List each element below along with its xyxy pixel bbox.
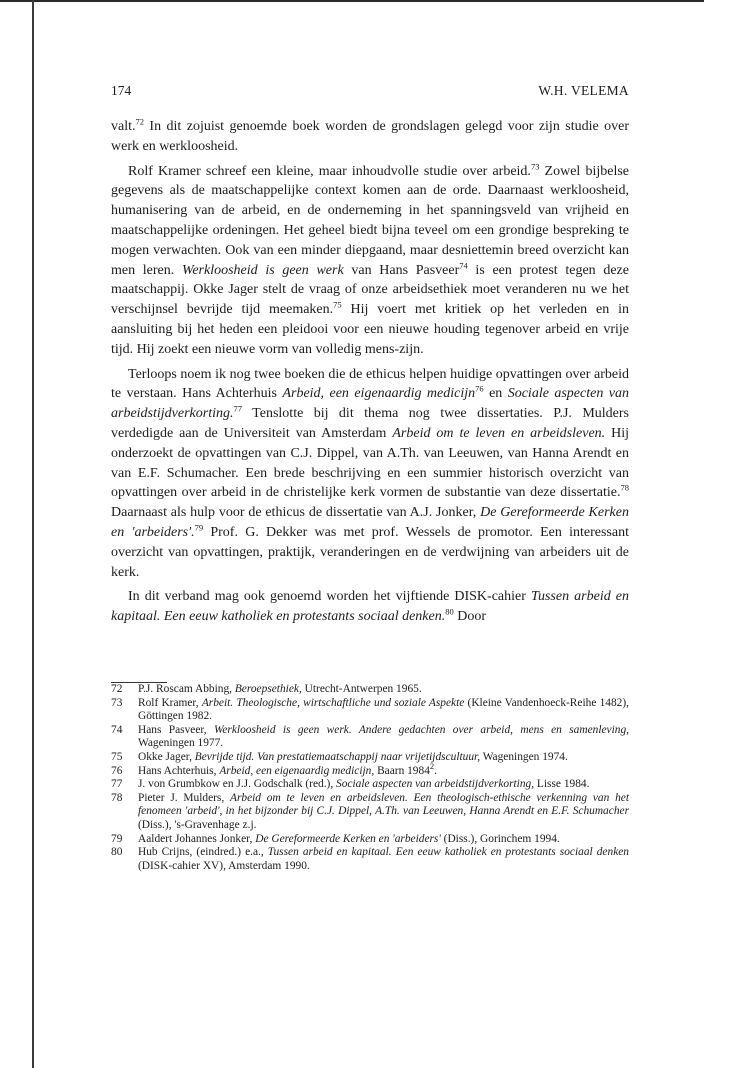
footnote-text [138,792,629,833]
footnote-number: 80 [111,846,123,859]
paragraph [111,117,629,157]
text-run: Baarn 1984 [374,764,430,777]
text-run: (DISK-cahier XV), Amsterdam 1990. [138,859,310,872]
text-run: Hans Pasveer, [138,723,214,736]
footnote [111,778,629,792]
italic-run: Arbeid om te leven en arbeidsleven. Een theologisch-ethische verkenning van het fenomeen 'arbeid', in het bijzonder bij C.J. Dippel, A.Th. van Leeuwen, Hanna Arendt en E.F. Schumacher [138,791,629,818]
text-run: Rolf Kramer schreef een kleine, maar inhoudvolle studie over arbeid. [128,163,531,179]
text-run: Okke Jager, [138,750,195,763]
footnote-ref: 77 [233,403,242,414]
footnote-number: 74 [111,723,123,736]
text-run: Daarnaast als hulp voor de ethicus de dissertatie van A.J. Jonker, [111,505,481,521]
italic-run: Arbeid, een eigenaardig medicijn, [219,764,375,777]
text-run: Prof. G. Dekker was met prof. Wessels de promotor. Een interessant overzicht van opvattingen, praktijk, veranderingen en de verdwijning van arbeiders uit de kerk. [111,524,629,580]
footnote-text [138,724,629,751]
paragraph [111,162,629,360]
text-run: (Kleine Vandenhoeck-Reihe 1482), Göttingen 1982. [138,696,629,723]
text-run: Hij onderzoekt de opvattingen van C.J. Dippel, van A.Th. van Leeuwen, van Hanna Arendt en van E.F. Schumacher. Een brede beschrijving en een summier historisch overzicht van opvattingen over arbeid in de christelijke kerk vormen de substantie van deze dissertatie. [111,425,630,501]
footnote [111,724,629,751]
footnote [111,683,629,697]
page-number: 174 [111,83,132,98]
footnote-text [138,751,629,765]
footnote-ref: 2 [429,760,435,771]
text-run: Tenslotte bij dit thema nog twee dissertaties. P.J. Mulders verdedigde aan de Universiteit van Amsterdam [111,406,629,441]
footnote-text [138,760,629,779]
italic-run: Beroepsethiek, [234,683,302,695]
text-run: P.J. Roscam Abbing, [138,683,235,695]
text-run: In dit verband mag ook genoemd worden het vijftiende DISK-cahier [128,589,531,605]
page-edge-left [32,0,34,1068]
italic-run: Sociale aspecten van arbeidstijdverkorting. [111,386,629,422]
footnote-text [138,683,629,697]
footnote-ref: 79 [194,522,204,533]
text-run: Utrecht-Antwerpen 1965. [301,683,422,695]
footnote [111,833,629,847]
text-run: Lisse 1984. [534,778,590,791]
footnote-number: 75 [111,750,123,763]
text-run: Rolf Kramer, [138,696,202,709]
italic-run: Werkloosheid is geen werk. Andere gedachten over arbeid, mens en samenleving, [213,723,629,736]
footnotes [111,683,629,873]
italic-run: Arbeit. Theologische, wirtschaftliche und soziale Aspekte [201,696,465,709]
footnote-ref: 80 [445,606,454,617]
footnote-ref: 76 [475,383,484,394]
footnote [111,760,629,779]
footnote-number: 72 [111,683,123,695]
text-run: Wageningen 1977. [138,737,224,750]
footnote-text [138,846,629,873]
footnote-ref: 73 [530,160,540,171]
text-run: Zowel bijbelse gegevens als de maatschappelijke context komen aan de orde. Daarnaast werkloosheid, humanisering van de arbeid, en de onderneming in het spanningsveld van vrijheid en maatschappelijke ordeningen. Het geheel biedt bijna teveel om een grondige bespreking te mogen verwachten. Ook van een minder diepgaand, maar desniettemin breed overzicht kan men leren. [111,163,629,278]
footnote-text [138,778,629,792]
text-run: Hans Achterhuis, [138,764,220,777]
text-run: Pieter J. Mulders, [138,791,230,804]
text-run: Hij voert met kritiek op het verleden en in aansluiting bij het heden een pleidooi voor een nieuwe houding tegenover arbeid en vrije tijd. Hij zoekt een nieuwe vorm van volledig mens-zijn. [111,302,630,357]
italic-run: Arbeid om te leven en arbeidsleven. [392,425,606,441]
italic-run: De Gereformeerde Kerken en 'arbeiders' [255,832,441,845]
footnote-text [138,833,629,847]
text-run: van Hans Pasveer [343,262,460,278]
footnote-number: 79 [111,832,123,845]
text-run: Door [453,609,487,625]
text-run: is een protest tegen deze maatschappij. Okke Jager stelt de vraag of onze arbeidsethiek moet veranderen nu we het verschijnsel bevrijde tijd meemaken. [111,262,629,318]
footnote-number: 76 [111,764,123,777]
text-run: (Diss.), Gorinchem 1994. [440,832,560,845]
text-run: In dit zojuist genoemde boek worden de grondslagen gelegd voor zijn studie over werk en werkloosheid. [111,119,629,154]
text-run: en [483,386,508,402]
body-text [111,117,629,632]
text-run: valt. [111,119,136,134]
text-run: Hub Crijns, (eindred.) e.a., [138,846,268,859]
footnote-ref: 72 [135,116,144,127]
footnote-ref: 75 [333,299,342,310]
footnote-ref: 74 [459,259,468,270]
page-edge-top [0,0,704,2]
italic-run: Tussen arbeid en kapitaal. Een eeuw katholiek en protestants sociaal denken [267,846,629,859]
italic-run: Bevrijde tijd. Van prestatiemaatschappij naar vrijetijdscultuur, [194,750,481,763]
italic-run: De Gereformeerde Kerken en 'arbeiders'. [111,505,629,540]
running-head: W.H. VELEMA [538,83,629,98]
text-run: Aaldert Johannes Jonker, [138,832,256,845]
italic-run: Werkloosheid is geen werk [181,262,344,278]
italic-run: Tussen arbeid en kapitaal. Een eeuw katholiek en protestants sociaal denken. [111,589,630,625]
italic-run: Sociale aspecten van arbeidstijdverkorting, [336,778,535,791]
footnote-number: 78 [111,791,123,804]
text-run: Wageningen 1974. [480,750,568,763]
text-run: Terloops noem ik nog twee boeken die de ethicus helpen huidige opvattingen over arbeid te verstaan. Hans Achterhuis [111,366,629,402]
footnote-ref: 78 [620,482,629,493]
text-run: . [434,764,438,777]
text-run: (Diss.), 's-Gravenhage z.j. [138,818,257,831]
paragraph [111,587,629,627]
footnote [111,792,629,833]
footnote-text [138,697,629,724]
footnote [111,697,629,724]
paragraph [111,365,629,583]
footnote [111,751,629,765]
footnote [111,846,629,873]
italic-run: Arbeid, een eigenaardig medicijn [282,386,476,402]
footnote-number: 77 [111,778,123,791]
footnote-number: 73 [111,696,123,709]
text-run: J. von Grumbkow en J.J. Godschalk (red.), [138,778,337,791]
